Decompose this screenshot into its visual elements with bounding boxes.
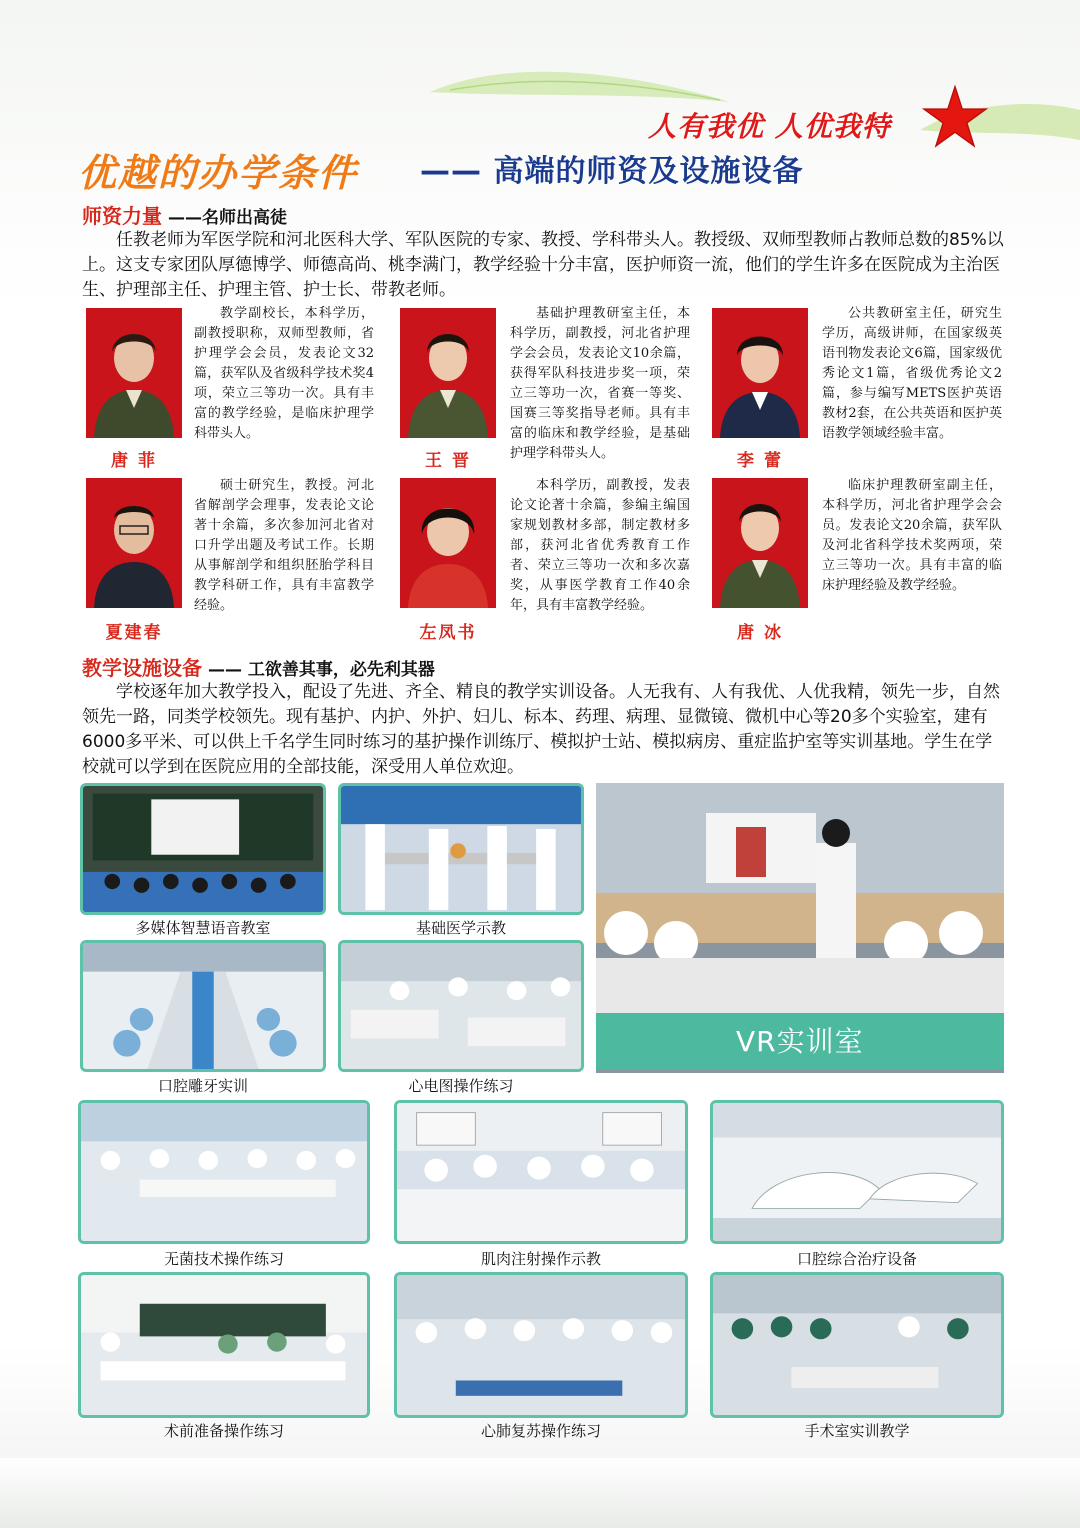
photo-multimedia-classroom (80, 783, 326, 915)
teacher-bio-3: 公共教研室主任，研究生学历，高级讲师，在国家级英语刊物发表论文6篇，国家级优秀论文1篇，省级优秀论文2篇，参与编写METS医护英语教材2套，在公共英语和医护英语教学领域经验丰富。 (822, 306, 1002, 441)
teacher-photo-2 (400, 308, 496, 438)
teacher-name-1: 唐 菲 (111, 451, 157, 471)
faculty-title: 师资力量 (82, 204, 162, 228)
teacher-bio-5: 本科学历，副教授，发表论文论著十余篇，参编主编国家规划教材多部，制定教材多部，获河北省优秀教育工作者、荣立三等功一次和多次嘉奖，从事医学教育工作40余年，具有丰富教学经验。 (510, 478, 690, 613)
facilities-paragraph: 学校逐年加大教学投入，配设了先进、齐全、精良的教学实训设备。人无我有、人有我优、人优我精，领先一步，自然领先一路，同类学校领先。现有基护、内护、外护、妇儿、标本、药理、病理、显微镜、微机中心等20多个实验室，建有6000多平米、可以供上千名学生同时练习的基护操作训练厅、模拟护士站、模拟病房、重症监护室等实训基地。学生在学校就可以学到在医院应用的全部技能，深受用人单位欢迎。 (82, 682, 1000, 777)
photo-basic-medicine (338, 783, 584, 915)
facilities-subtitle: —— 工欲善其事，必先利其器 (208, 660, 435, 680)
teacher-photo-1 (86, 308, 182, 438)
teacher-name-2: 王 晋 (425, 451, 471, 471)
teacher-photo-4 (86, 478, 182, 608)
faculty-section-title (82, 200, 287, 229)
sub-title: —— 高端的师资及设施设备 (420, 154, 804, 189)
faculty-paragraph: 任教老师为军医学院和河北医科大学、军队医院的专家、教授、学科带头人。教授级、双师型教师占教师总数的85%以上。这支专家团队厚德博学、师德高尚、桃李满门，教学经验十分丰富，医护师资一流，他们的学生许多在医院成为主治医生、护理部主任、护理主管、护士长、带教老师。 (82, 230, 1004, 300)
photo-cpr-practice (394, 1272, 688, 1418)
facilities-section-title (82, 652, 435, 681)
teacher-name-3: 李 蕾 (737, 451, 783, 471)
teacher-bio-6: 临床护理教研室副主任，本科学历，河北省护理学会会员。发表论文20余篇，获军队及河北省科学技术奖两项，荣立三等功一次。具有丰富的临床护理经验及教学经验。 (822, 478, 1002, 593)
vr-room-label: VR实训室 (596, 1014, 1004, 1070)
teacher-name-4: 夏建春 (105, 623, 163, 643)
teacher-bio-1: 教学副校长，本科学历，副教授职称，双师型教师，省护理学会会员，发表论文32篇，获军队及省级科学技术奖4项，荣立三等功一次。具有丰富的教学经验，是临床护理学科带头人。 (194, 306, 374, 441)
teacher-name-6: 唐 冰 (737, 623, 783, 643)
bottom-band (0, 1458, 1080, 1528)
photo-dental-carving (80, 940, 326, 1072)
faculty-subtitle: ——名师出高徒 (168, 208, 287, 228)
photo-preoperative-preparation (78, 1272, 370, 1418)
red-star-icon (922, 84, 988, 150)
caption-1: 多媒体智慧语音教室 (135, 919, 271, 937)
teacher-bio-2: 基础护理教研室主任，本科学历，副教授，河北省护理学会会员，发表论文10余篇，获得军队科技进步奖一项，荣立三等功一次，省赛一等奖、国赛三等奖指导老师。具有丰富的临床和教学经验，是基础护理学科带头人。 (510, 306, 690, 461)
caption-2: 基础医学示教 (415, 919, 506, 937)
caption-5: 无菌技术操作练习 (163, 1250, 284, 1268)
caption-10: 手术室实训教学 (804, 1422, 910, 1440)
photo-operating-room (710, 1272, 1004, 1418)
main-title: 优越的办学条件 (78, 151, 359, 195)
teacher-bio-4: 硕士研究生，教授。河北省解剖学会理事，发表论文论著十余篇，多次参加河北省对口升学出题及考试工作。长期从事解剖学和组织胚胎学科目教学科研工作，具有丰富教学经验。 (194, 478, 374, 613)
photo-intramuscular-injection (394, 1100, 688, 1244)
photo-ecg-practice (338, 940, 584, 1072)
caption-4: 心电图操作练习 (408, 1077, 514, 1095)
photo-aseptic-technique (78, 1100, 370, 1244)
caption-9: 心肺复苏操作练习 (480, 1422, 601, 1440)
slogan: 人有我优 人优我特 (648, 110, 891, 143)
teacher-photo-6 (712, 478, 808, 608)
facilities-title: 教学设施设备 (82, 656, 202, 680)
caption-8: 术前准备操作练习 (163, 1422, 284, 1440)
teacher-photo-5 (400, 478, 496, 608)
caption-7: 口腔综合治疗设备 (796, 1250, 917, 1268)
photo-dental-equipment (710, 1100, 1004, 1244)
caption-3: 口腔雕牙实训 (157, 1077, 248, 1095)
caption-6: 肌肉注射操作示教 (480, 1250, 601, 1268)
teacher-name-5: 左凤书 (419, 623, 477, 643)
teacher-photo-3 (712, 308, 808, 438)
